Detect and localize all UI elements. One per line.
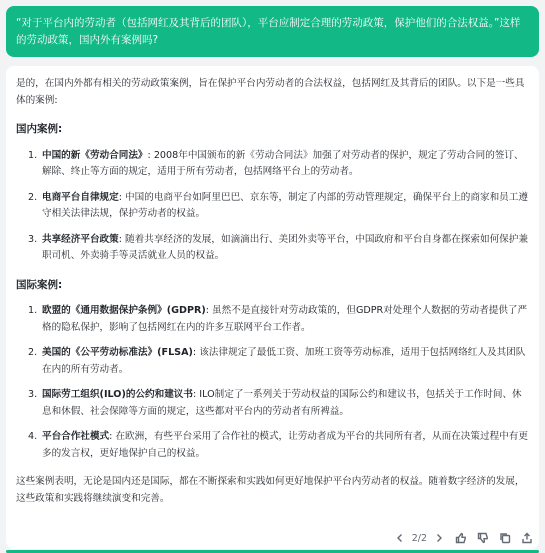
list-item: 2. 电商平台自律规定: 中国的电商平台如阿里巴巴、京东等，制定了内部的劳动管理规定，确保平台上的商家和员工遵守相关法律法规，保护劳动者的权益。 — [28, 191, 528, 219]
list-item: 3. 国际劳工组织(ILO)的公约和建议书: ILO制定了一系列关于劳动权益的国际公约和建议书，包括关于工作时间、休息和休假、社会保障等方面的规定，这些都对平台内的劳动者有所裨益。 — [28, 389, 522, 417]
assistant-answer-card — [6, 66, 539, 549]
pager-count: 2/2 — [411, 532, 427, 544]
copy-icon[interactable] — [499, 532, 511, 544]
user-question-text: “对于平台内的劳动者（包括网红及其背后的团队），平台应制定合理的劳动政策，保护他们的合法权益。”这样的劳动政策，国内外有案例吗? — [16, 17, 521, 46]
thumbs-up-icon[interactable] — [455, 532, 467, 544]
list-item: 1. 中国的新《劳动合同法》: 2008年中国颁布的新《劳动合同法》加强了对劳动者的保护，规定了劳动合同的签订、解除、终止等方面的规定，适用于所有劳动者，包括网络平台上的劳动者。 — [28, 149, 524, 177]
chevron-left-icon[interactable] — [394, 532, 406, 544]
list-item: 1. 欧盟的《通用数据保护条例》(GDPR): 虽然不是直接针对劳动政策的，但GDPR对处理个人数据的劳动者提供了严格的隐私保护，影响了包括网红在内的许多互联网平台工作者。 — [28, 305, 528, 333]
list-item: 2. 美国的《公平劳动标准法》(FLSA): 该法律规定了最低工资、加班工资等劳动标准，适用于包括网络红人及其团队在内的所有劳动者。 — [28, 347, 526, 375]
answer-intro: 是的，在国内外都有相关的劳动政策案例，旨在保护平台内劳动者的合法权益，包括网红及其背后的团队。以下是一些具体的案例: — [16, 78, 525, 106]
international-case-list — [16, 303, 529, 462]
answer-toolbar — [394, 529, 533, 547]
domestic-section-title: 国内案例: — [16, 123, 63, 135]
international-section-title: 国际案例: — [16, 278, 63, 291]
list-item: 4. 平台合作社模式: 在欧洲，有些平台采用了合作社的模式，让劳动者成为平台的共同所有者，从而在决策过程中有更多的发言权，更好地保护自己的权益。 — [28, 431, 528, 459]
chevron-right-icon[interactable] — [433, 532, 445, 544]
answer-pager — [394, 532, 445, 544]
thumbs-down-icon[interactable] — [477, 532, 489, 544]
answer-closing: 这些案例表明，无论是国内还是国际，都在不断探索和实践如何更好地保护平台内劳动者的权益。随着数字经济的发展，这些政策和实践将继续演变和完善。 — [16, 476, 525, 504]
domestic-case-list — [16, 148, 529, 265]
share-icon[interactable] — [521, 532, 533, 544]
user-message-bubble — [6, 6, 539, 57]
list-item: 3. 共享经济平台政策: 随着共享经济的发展，如滴滴出行、美团外卖等平台，中国政府和平台自身都在探索如何保护兼职司机、外卖骑手等灵活就业人员的权益。 — [28, 233, 528, 261]
